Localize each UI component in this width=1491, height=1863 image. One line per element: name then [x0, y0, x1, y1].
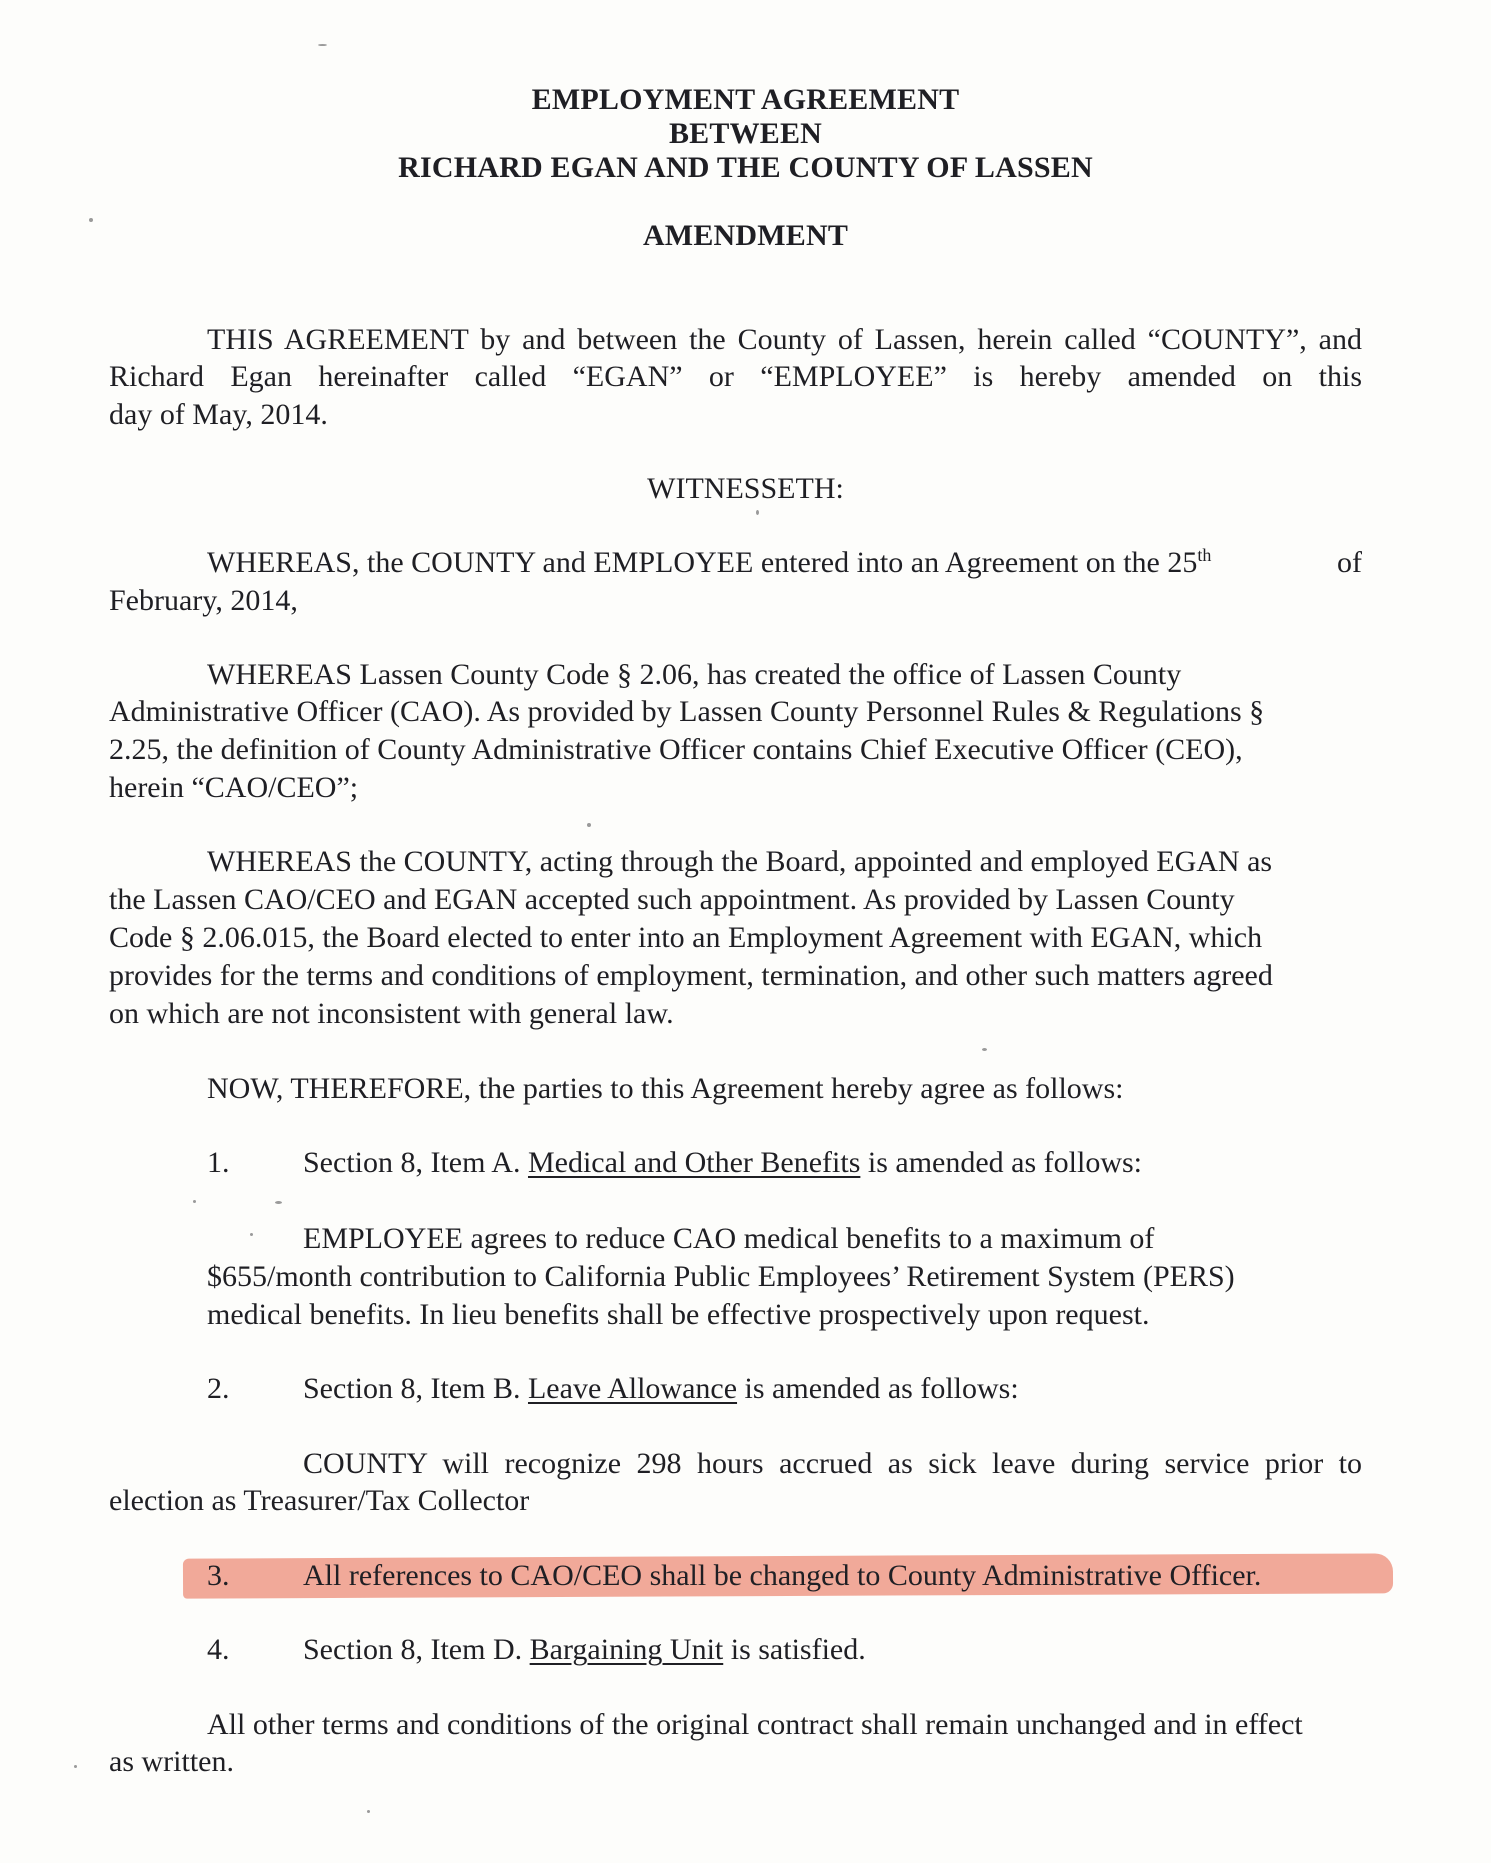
- item-4-heading: [303, 1632, 866, 1668]
- whereas-3-line-3: Code § 2.06.015, the Board elected to enter into an Employment Agreement with EGAN, which: [109, 921, 1263, 954]
- scan-speck: [756, 510, 759, 515]
- scan-speck: [275, 1201, 282, 1204]
- item-1-prefix: Section 8, Item A.: [303, 1146, 521, 1179]
- scan-speck: [74, 1765, 77, 1768]
- whereas-1-end: of: [1337, 546, 1362, 579]
- whereas-3-line-1: WHEREAS the COUNTY, acting through the Board, appointed and employed EGAN as: [207, 845, 1273, 878]
- scan-speck: [318, 44, 327, 46]
- item-1-suffix: is amended as follows:: [867, 1146, 1142, 1179]
- item-1-underlined: Medical and Other Benefits: [527, 1146, 861, 1179]
- item-1-heading: [303, 1145, 1142, 1181]
- whereas-3-line-2: the Lassen CAO/CEO and EGAN accepted such appointment. As provided by Lassen County: [109, 883, 1235, 916]
- title-line-1: EMPLOYMENT AGREEMENT: [531, 83, 960, 116]
- item-1-body-line-1: EMPLOYEE agrees to reduce CAO medical benefits to a maximum of: [303, 1222, 1155, 1255]
- item-2-body-line-1: COUNTY will recognize 298 hours accrued as sick leave during service prior to: [303, 1447, 1362, 1480]
- item-1-body-line-3: medical benefits. In lieu benefits shall be effective prospectively upon request.: [207, 1298, 1150, 1331]
- intro-line-1: THIS AGREEMENT by and between the County of Lassen, herein called “COUNTY”, and: [207, 323, 1362, 356]
- whereas-2-line-3: 2.25, the definition of County Administrative Officer contains Chief Executive Officer (CEO),: [109, 733, 1243, 766]
- whereas-2-line-4: herein “CAO/CEO”;: [109, 771, 359, 804]
- item-4-underlined: Bargaining Unit: [529, 1633, 724, 1666]
- whereas-3-line-5: on which are not inconsistent with general law.: [109, 997, 674, 1030]
- now-therefore: NOW, THEREFORE, the parties to this Agreement hereby agree as follows:: [207, 1072, 1124, 1105]
- item-4-suffix: is satisfied.: [730, 1633, 866, 1666]
- item-3-text: All references to CAO/CEO shall be changed to County Administrative Officer.: [303, 1559, 1262, 1592]
- intro-line-2: Richard Egan hereinafter called “EGAN” or “EMPLOYEE” is hereby amended on this: [109, 360, 1362, 393]
- item-2-number: 2.: [207, 1372, 230, 1405]
- item-2-prefix: Section 8, Item B.: [303, 1372, 521, 1405]
- item-2-suffix: is amended as follows:: [744, 1372, 1019, 1405]
- amendment-heading: AMENDMENT: [642, 219, 849, 252]
- whereas-1-text: WHEREAS, the COUNTY and EMPLOYEE entered into an Agreement on the 25: [207, 546, 1198, 579]
- item-3-number: 3.: [207, 1559, 230, 1592]
- witnesseth-heading: WITNESSETH:: [647, 472, 844, 505]
- scan-speck: [367, 1810, 370, 1813]
- item-2-body-line-2: election as Treasurer/Tax Collector: [109, 1484, 530, 1517]
- title-line-3: RICHARD EGAN AND THE COUNTY OF LASSEN: [398, 151, 1093, 184]
- closing-line-1: All other terms and conditions of the original contract shall remain unchanged and in effect: [207, 1708, 1303, 1741]
- scan-speck: [193, 1200, 196, 1203]
- whereas-2-line-1: WHEREAS Lassen County Code § 2.06, has created the office of Lassen County: [207, 658, 1182, 691]
- scan-speck: [250, 1233, 253, 1236]
- item-1-number: 1.: [207, 1146, 230, 1179]
- scan-speck: [89, 218, 93, 222]
- scan-speck: [587, 823, 591, 827]
- closing-line-2: as written.: [109, 1745, 234, 1778]
- ordinal-suffix: th: [1197, 545, 1212, 565]
- intro-line-3: day of May, 2014.: [109, 398, 328, 431]
- item-2-underlined: Leave Allowance: [527, 1372, 738, 1405]
- whereas-1-line-2: February, 2014,: [109, 584, 298, 617]
- whereas-2-line-2: Administrative Officer (CAO). As provided by Lassen County Personnel Rules & Regulations §: [109, 695, 1265, 728]
- item-4-number: 4.: [207, 1633, 230, 1666]
- item-2-heading: [303, 1371, 1019, 1407]
- whereas-3-line-4: provides for the terms and conditions of employment, termination, and other such matters agreed: [109, 959, 1273, 992]
- scan-speck: [982, 1048, 987, 1051]
- item-1-body-line-2: $655/month contribution to California Public Employees’ Retirement System (PERS): [207, 1260, 1235, 1293]
- whereas-1-line-1: [207, 545, 1362, 581]
- item-4-prefix: Section 8, Item D.: [303, 1633, 523, 1666]
- title-line-2: BETWEEN: [668, 117, 823, 150]
